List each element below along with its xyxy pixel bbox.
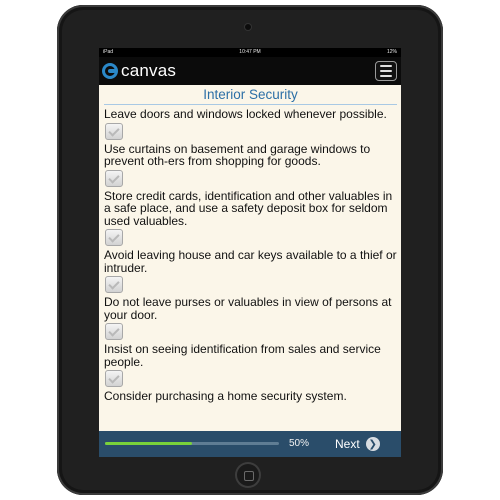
item-text: Insist on seeing identification from sales and service people. [104, 342, 381, 369]
progress-bar [105, 442, 279, 445]
list-item [104, 108, 401, 140]
item-text: Leave doors and windows locked whenever possible. [104, 107, 387, 121]
checkbox[interactable] [105, 276, 123, 293]
home-button[interactable] [237, 464, 259, 486]
checkbox[interactable] [105, 323, 123, 340]
app-header [99, 57, 401, 85]
list-item [104, 296, 401, 340]
ipad-device [57, 5, 443, 495]
hamburger-icon [380, 65, 392, 67]
camera-dot [245, 24, 251, 30]
next-button[interactable] [335, 435, 380, 453]
item-text: Store credit cards, identification and other valuables in a safe place, and use a safety deposit box for seldom used valuables. [104, 188, 393, 228]
item-text: Avoid leaving house and car keys available to a thief or intruder. [104, 248, 397, 275]
checkbox[interactable] [105, 229, 123, 246]
status-bar [99, 48, 401, 57]
list-item [104, 390, 401, 403]
checkbox[interactable] [105, 170, 123, 187]
canvas-logo-icon [102, 63, 118, 79]
status-time: 10:47 PM [239, 49, 261, 55]
hamburger-icon [380, 75, 392, 77]
list-item [104, 190, 401, 247]
logo-text: canvas [121, 61, 177, 80]
list-item [104, 249, 401, 293]
checklist [99, 86, 401, 403]
list-item [104, 143, 401, 187]
checkbox[interactable] [105, 123, 123, 140]
battery-level: 12% [386, 49, 397, 55]
footer-bar [99, 431, 401, 457]
menu-button[interactable] [375, 61, 397, 81]
progress-label: 50% [289, 438, 310, 449]
screen [99, 48, 401, 457]
device-label: iPad [103, 49, 114, 55]
hamburger-icon [380, 70, 392, 72]
item-text: Do not leave purses or valuables in view of persons at your door. [104, 295, 392, 322]
logo [102, 61, 176, 81]
chevron-right-icon: ❯ [366, 437, 380, 451]
item-text: Use curtains on basement and garage windows to prevent oth-ers from shopping for goods. [104, 141, 371, 168]
checkbox[interactable] [105, 370, 123, 387]
page-title: Interior Security [104, 86, 397, 105]
next-label: Next [335, 437, 360, 451]
progress-fill [105, 442, 192, 445]
item-text: Consider purchasing a home security system. [104, 389, 347, 403]
list-item [104, 343, 401, 387]
